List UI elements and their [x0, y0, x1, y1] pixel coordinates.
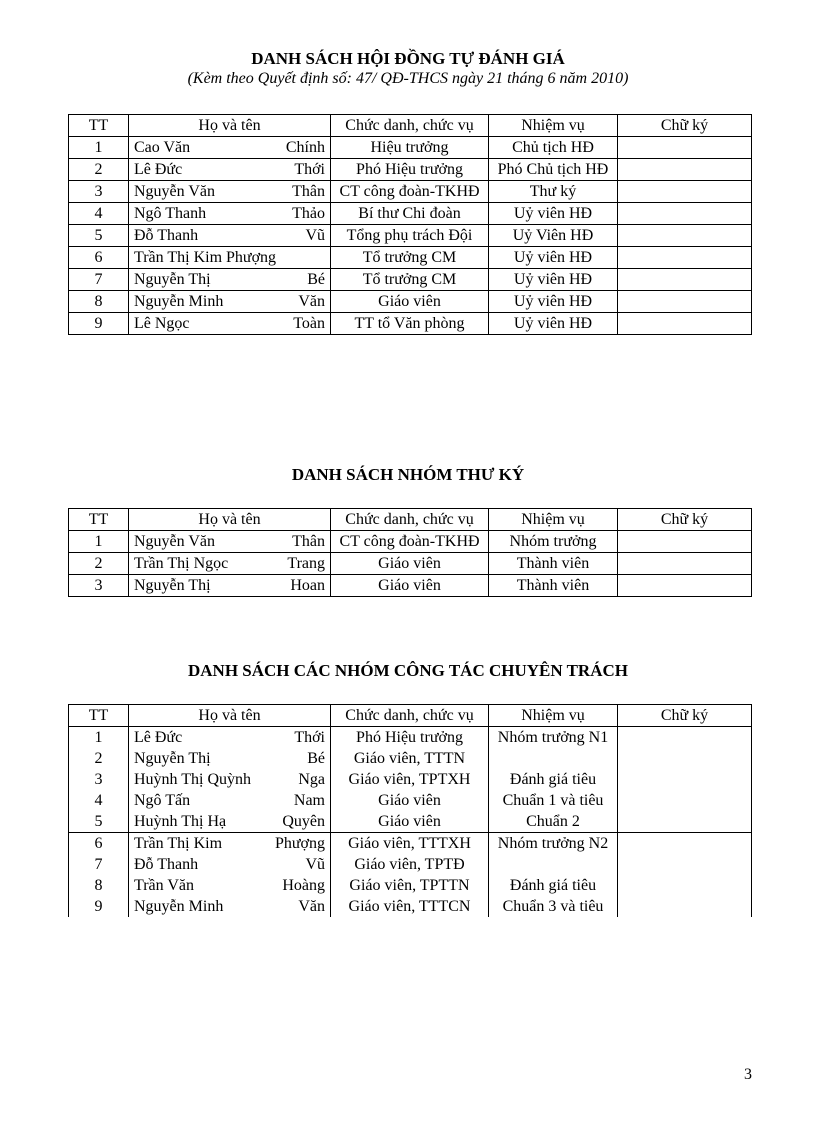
cell-tt: 2 — [69, 553, 129, 575]
cell-ho-ten — [129, 854, 331, 875]
cell-nhiem-vu: Uỷ viên HĐ — [489, 291, 618, 313]
cell-ho-ten — [129, 727, 331, 749]
table-row — [69, 811, 752, 833]
cell-chu-ky — [618, 811, 752, 833]
cell-chuc-danh: Giáo viên, TTTXH — [331, 833, 489, 855]
cell-chu-ky — [618, 181, 752, 203]
header-nhiem-vu: Nhiệm vụ — [489, 115, 618, 137]
cell-ho-ten — [129, 181, 331, 203]
cell-tt: 5 — [69, 225, 129, 247]
table-row — [69, 137, 752, 159]
name-last: Toàn — [293, 315, 325, 332]
cell-nhiem-vu: Chuẩn 3 và tiêu — [489, 896, 618, 917]
header-tt: TT — [69, 509, 129, 531]
name-given: Lê Ngọc — [134, 315, 190, 332]
cell-nhiem-vu: Chuẩn 2 — [489, 811, 618, 833]
cell-nhiem-vu: Thành viên — [489, 553, 618, 575]
title-hoi-dong: DANH SÁCH HỘI ĐỒNG TỰ ĐÁNH GIÁ — [251, 49, 565, 68]
name-given: Lê Đức — [134, 729, 183, 746]
title-nhom-chuyen-trach: DANH SÁCH CÁC NHÓM CÔNG TÁC CHUYÊN TRÁCH — [188, 661, 628, 680]
cell-chuc-danh: Giáo viên — [331, 811, 489, 833]
cell-ho-ten — [129, 875, 331, 896]
name-given: Nguyễn Minh — [134, 898, 224, 915]
name-last: Thân — [292, 183, 325, 200]
name-last: Nam — [293, 792, 325, 809]
subtitle-quyet-dinh: (Kèm theo Quyết định số: 47/ QĐ-THCS ngày 21 tháng 6 năm 2010) — [187, 70, 629, 87]
header-chuc-danh: Chức danh, chức vụ — [331, 509, 489, 531]
name-last: Trang — [287, 555, 325, 572]
table-row — [69, 269, 752, 291]
cell-nhiem-vu: Thư ký — [489, 181, 618, 203]
header-chuc-danh: Chức danh, chức vụ — [331, 705, 489, 727]
table-row — [69, 769, 752, 790]
cell-ho-ten — [129, 833, 331, 855]
cell-ho-ten — [129, 531, 331, 553]
cell-nhiem-vu: Nhóm trưởng N1 — [489, 727, 618, 749]
table-row — [69, 203, 752, 225]
name-last: Vũ — [305, 856, 325, 873]
cell-chuc-danh: Bí thư Chi đoàn — [331, 203, 489, 225]
cell-chu-ky — [618, 313, 752, 335]
name-given: Lê Đức — [134, 161, 183, 178]
cell-tt: 2 — [69, 159, 129, 181]
cell-ho-ten — [129, 811, 331, 833]
cell-chuc-danh: Phó Hiệu trưởng — [331, 727, 489, 749]
cell-nhiem-vu: Uỷ viên HĐ — [489, 203, 618, 225]
name-last: Thới — [294, 729, 325, 746]
table-header-row — [69, 115, 752, 137]
cell-nhiem-vu — [489, 748, 618, 769]
name-given: Đỗ Thanh — [134, 856, 199, 873]
cell-tt: 9 — [69, 313, 129, 335]
name-given: Trần Thị Kim Phượng — [134, 249, 277, 266]
name-given: Nguyễn Minh — [134, 293, 224, 310]
cell-chuc-danh: Giáo viên — [331, 291, 489, 313]
name-given: Huỳnh Thị Hạ — [134, 813, 227, 830]
header-tt: TT — [69, 705, 129, 727]
table-row — [69, 181, 752, 203]
cell-ho-ten — [129, 553, 331, 575]
header-nhiem-vu: Nhiệm vụ — [489, 705, 618, 727]
cell-tt: 6 — [69, 833, 129, 855]
cell-ho-ten — [129, 137, 331, 159]
cell-chu-ky — [618, 137, 752, 159]
header-ho-ten: Họ và tên — [129, 509, 331, 531]
cell-tt: 3 — [69, 181, 129, 203]
name-last: Thân — [292, 533, 325, 550]
table-row — [69, 291, 752, 313]
table-nhom-thu-ky — [68, 508, 752, 597]
cell-ho-ten — [129, 313, 331, 335]
cell-chu-ky — [618, 790, 752, 811]
cell-nhiem-vu: Uỷ viên HĐ — [489, 313, 618, 335]
table-nhom-chuyen-trach — [68, 704, 752, 917]
table-row — [69, 833, 752, 855]
cell-ho-ten — [129, 575, 331, 597]
cell-chuc-danh: Tổ trưởng CM — [331, 247, 489, 269]
name-given: Ngô Thanh — [134, 205, 207, 222]
cell-chuc-danh: Tổ trưởng CM — [331, 269, 489, 291]
cell-chuc-danh: Tổng phụ trách Đội — [331, 225, 489, 247]
cell-ho-ten — [129, 790, 331, 811]
cell-chu-ky — [618, 225, 752, 247]
cell-tt: 1 — [69, 531, 129, 553]
cell-tt: 3 — [69, 769, 129, 790]
header-chu-ky: Chữ ký — [618, 115, 752, 137]
table-header-row — [69, 705, 752, 727]
cell-chu-ky — [618, 833, 752, 855]
cell-tt: 6 — [69, 247, 129, 269]
table-row — [69, 575, 752, 597]
group-n1 — [69, 727, 752, 833]
cell-chu-ky — [618, 748, 752, 769]
table-hoi-dong — [68, 114, 752, 335]
name-given: Nguyễn Văn — [134, 533, 216, 550]
cell-chuc-danh: CT công đoàn-TKHĐ — [331, 531, 489, 553]
name-last: Bé — [307, 750, 325, 767]
cell-chu-ky — [618, 247, 752, 269]
table-row — [69, 553, 752, 575]
name-given: Huỳnh Thị Quỳnh — [134, 771, 252, 788]
table-row — [69, 790, 752, 811]
cell-ho-ten — [129, 159, 331, 181]
name-last: Hoàng — [282, 877, 325, 894]
name-last: Hoan — [290, 577, 325, 594]
cell-nhiem-vu: Uỷ viên HĐ — [489, 247, 618, 269]
cell-tt: 1 — [69, 727, 129, 749]
cell-ho-ten — [129, 748, 331, 769]
header-ho-ten: Họ và tên — [129, 115, 331, 137]
cell-chu-ky — [618, 727, 752, 749]
cell-tt: 1 — [69, 137, 129, 159]
cell-tt: 3 — [69, 575, 129, 597]
cell-chuc-danh: Giáo viên, TTTCN — [331, 896, 489, 917]
cell-tt: 8 — [69, 291, 129, 313]
cell-nhiem-vu: Uỷ Viên HĐ — [489, 225, 618, 247]
name-last: Chính — [285, 139, 325, 156]
name-given: Ngô Tấn — [134, 792, 191, 809]
header-chuc-danh: Chức danh, chức vụ — [331, 115, 489, 137]
header-tt: TT — [69, 115, 129, 137]
name-last: Văn — [298, 898, 325, 915]
cell-nhiem-vu: Uỷ viên HĐ — [489, 269, 618, 291]
cell-chu-ky — [618, 203, 752, 225]
table-row — [69, 159, 752, 181]
cell-ho-ten — [129, 896, 331, 917]
cell-ho-ten — [129, 769, 331, 790]
cell-tt: 4 — [69, 790, 129, 811]
cell-chuc-danh: Giáo viên — [331, 553, 489, 575]
cell-nhiem-vu: Nhóm trưởng — [489, 531, 618, 553]
cell-tt: 7 — [69, 854, 129, 875]
cell-chu-ky — [618, 553, 752, 575]
cell-tt: 9 — [69, 896, 129, 917]
cell-nhiem-vu — [489, 854, 618, 875]
cell-chu-ky — [618, 769, 752, 790]
cell-tt: 7 — [69, 269, 129, 291]
cell-ho-ten — [129, 247, 331, 269]
cell-chuc-danh: CT công đoàn-TKHĐ — [331, 181, 489, 203]
name-given: Nguyễn Thị — [134, 577, 211, 594]
name-last: Bé — [307, 271, 325, 288]
name-last: Thới — [294, 161, 325, 178]
cell-chu-ky — [618, 896, 752, 917]
header-nhiem-vu: Nhiệm vụ — [489, 509, 618, 531]
name-given: Trần Thị Kim — [134, 835, 223, 852]
cell-chu-ky — [618, 269, 752, 291]
table-header-row — [69, 509, 752, 531]
cell-chuc-danh: Hiệu trưởng — [331, 137, 489, 159]
header-ho-ten: Họ và tên — [129, 705, 331, 727]
cell-chuc-danh: TT tổ Văn phòng — [331, 313, 489, 335]
cell-ho-ten — [129, 291, 331, 313]
cell-tt: 4 — [69, 203, 129, 225]
name-given: Trần Thị Ngọc — [134, 555, 229, 572]
cell-chuc-danh: Giáo viên — [331, 575, 489, 597]
cell-nhiem-vu: Nhóm trưởng N2 — [489, 833, 618, 855]
header-chu-ky: Chữ ký — [618, 705, 752, 727]
cell-chuc-danh: Giáo viên, TPTXH — [331, 769, 489, 790]
table-row — [69, 854, 752, 875]
cell-tt: 5 — [69, 811, 129, 833]
title-nhom-thu-ky: DANH SÁCH NHÓM THƯ KÝ — [291, 465, 525, 484]
cell-nhiem-vu: Phó Chủ tịch HĐ — [489, 159, 618, 181]
table-row — [69, 896, 752, 917]
cell-nhiem-vu: Chủ tịch HĐ — [489, 137, 618, 159]
cell-chu-ky — [618, 159, 752, 181]
name-given: Nguyễn Văn — [134, 183, 216, 200]
cell-chu-ky — [618, 854, 752, 875]
cell-chuc-danh: Giáo viên, TPTĐ — [331, 854, 489, 875]
name-last: Vũ — [305, 227, 325, 244]
name-last: Phượng — [274, 835, 325, 852]
cell-nhiem-vu: Chuẩn 1 và tiêu — [489, 790, 618, 811]
table-row — [69, 727, 752, 749]
group-n2 — [69, 833, 752, 918]
table-row — [69, 313, 752, 335]
name-last: Quyên — [282, 813, 325, 830]
name-last: Nga — [298, 771, 325, 788]
cell-chuc-danh: Giáo viên, TPTTN — [331, 875, 489, 896]
cell-chu-ky — [618, 575, 752, 597]
cell-tt: 8 — [69, 875, 129, 896]
name-given: Nguyễn Thị — [134, 271, 211, 288]
header-chu-ky: Chữ ký — [618, 509, 752, 531]
table-row — [69, 247, 752, 269]
cell-chuc-danh: Phó Hiệu trưởng — [331, 159, 489, 181]
cell-nhiem-vu: Đánh giá tiêu — [489, 769, 618, 790]
cell-nhiem-vu: Đánh giá tiêu — [489, 875, 618, 896]
table-row — [69, 225, 752, 247]
name-last: Thảo — [292, 205, 325, 222]
table-row — [69, 875, 752, 896]
table-row — [69, 531, 752, 553]
name-last: Văn — [298, 293, 325, 310]
name-given: Nguyễn Thị — [134, 750, 211, 767]
cell-nhiem-vu: Thành viên — [489, 575, 618, 597]
table-row — [69, 748, 752, 769]
cell-tt: 2 — [69, 748, 129, 769]
name-given: Đỗ Thanh — [134, 227, 199, 244]
page-number: 3 — [744, 1066, 752, 1083]
cell-chu-ky — [618, 531, 752, 553]
cell-chu-ky — [618, 291, 752, 313]
name-given: Cao Văn — [134, 139, 191, 156]
name-given: Trần Văn — [134, 877, 195, 894]
cell-chuc-danh: Giáo viên — [331, 790, 489, 811]
cell-ho-ten — [129, 225, 331, 247]
cell-chu-ky — [618, 875, 752, 896]
cell-ho-ten — [129, 203, 331, 225]
cell-chuc-danh: Giáo viên, TTTN — [331, 748, 489, 769]
cell-ho-ten — [129, 269, 331, 291]
